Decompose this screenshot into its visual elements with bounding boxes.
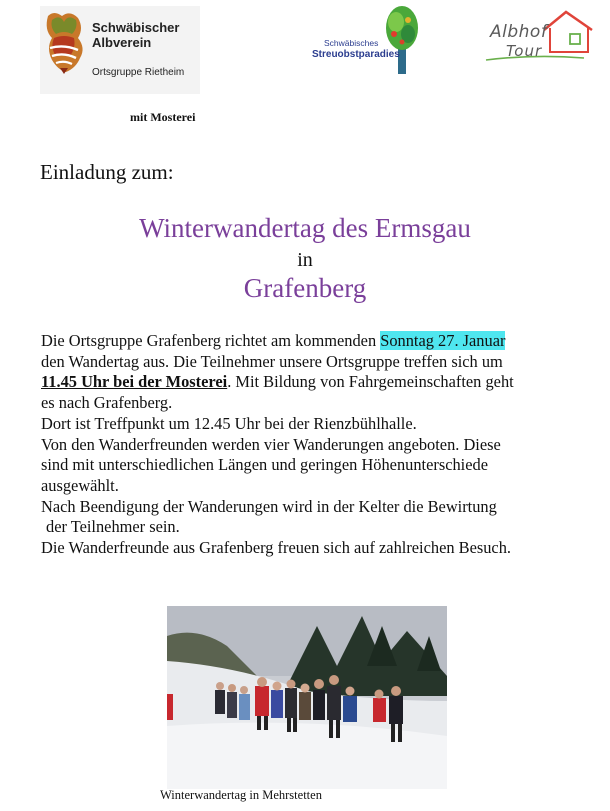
date-highlight: Sonntag 27. Januar — [380, 331, 506, 350]
albverein-name — [92, 20, 179, 50]
albhof-tour-logo — [484, 8, 596, 68]
body-line-5: Dort ist Treffpunkt um 12.45 Uhr bei der Rienzbühlhalle. — [41, 413, 417, 433]
winter-hike-illustration — [167, 606, 447, 789]
body-line-8: ausgewählt. — [41, 475, 119, 495]
subheader-mosterei: mit Mosterei — [130, 110, 196, 124]
body-line-9: Nach Beendigung der Wanderungen wird in der Kelter die Bewirtung — [41, 496, 497, 516]
body-line-2: den Wandertag aus. Die Teilnehmer unsere Ortsgruppe treffen sich um — [41, 351, 503, 371]
body-line-1 — [41, 331, 581, 352]
albverein-logo — [40, 6, 200, 94]
body-line-3-text: . Mit Bildung von Fahrgemeinschaften geht — [227, 372, 514, 392]
meeting-time-place: 11.45 Uhr bei der Mosterei — [41, 372, 228, 392]
body-line-6: Von den Wanderfreunden werden vier Wanderungen angeboten. Diese — [41, 434, 501, 454]
event-in: in — [297, 249, 313, 271]
body-line-4: es nach Grafenberg. — [41, 393, 173, 413]
event-place: Grafenberg — [243, 273, 367, 303]
body-line-10: der Teilnehmer sein. — [46, 517, 180, 537]
albhof-line2: Tour — [506, 42, 543, 60]
body-line-3 — [41, 372, 581, 393]
albverein-name-line2: Albverein — [92, 35, 152, 50]
body-line-1-text: Die Ortsgruppe Grafenberg richtet am kommenden — [41, 331, 381, 350]
streuobst-logo — [298, 4, 422, 78]
invitation-body — [41, 331, 581, 559]
winter-hike-photo — [167, 606, 447, 789]
albhof-line1: Albhof — [490, 22, 548, 42]
body-line-11: Die Wanderfreunde aus Grafenberg freuen sich auf zahlreichen Besuch. — [41, 538, 511, 558]
photo-caption: Winterwandertag in Mehrstetten — [160, 788, 322, 802]
streuobst-line2: Streuobstparadies — [312, 49, 400, 60]
streuobst-line1: Schwäbisches — [324, 38, 379, 48]
albverein-name-line1: Schwäbischer — [92, 20, 180, 35]
invitation-intro: Einladung zum: — [40, 160, 174, 184]
body-line-7: sind mit unterschiedlichen Längen und geringen Höhenunterschiede — [41, 455, 488, 475]
albverein-emblem-icon — [42, 8, 86, 74]
albverein-group: Ortsgruppe Rietheim — [92, 67, 185, 78]
event-title: Winterwandertag des Ermsgau — [139, 213, 471, 243]
